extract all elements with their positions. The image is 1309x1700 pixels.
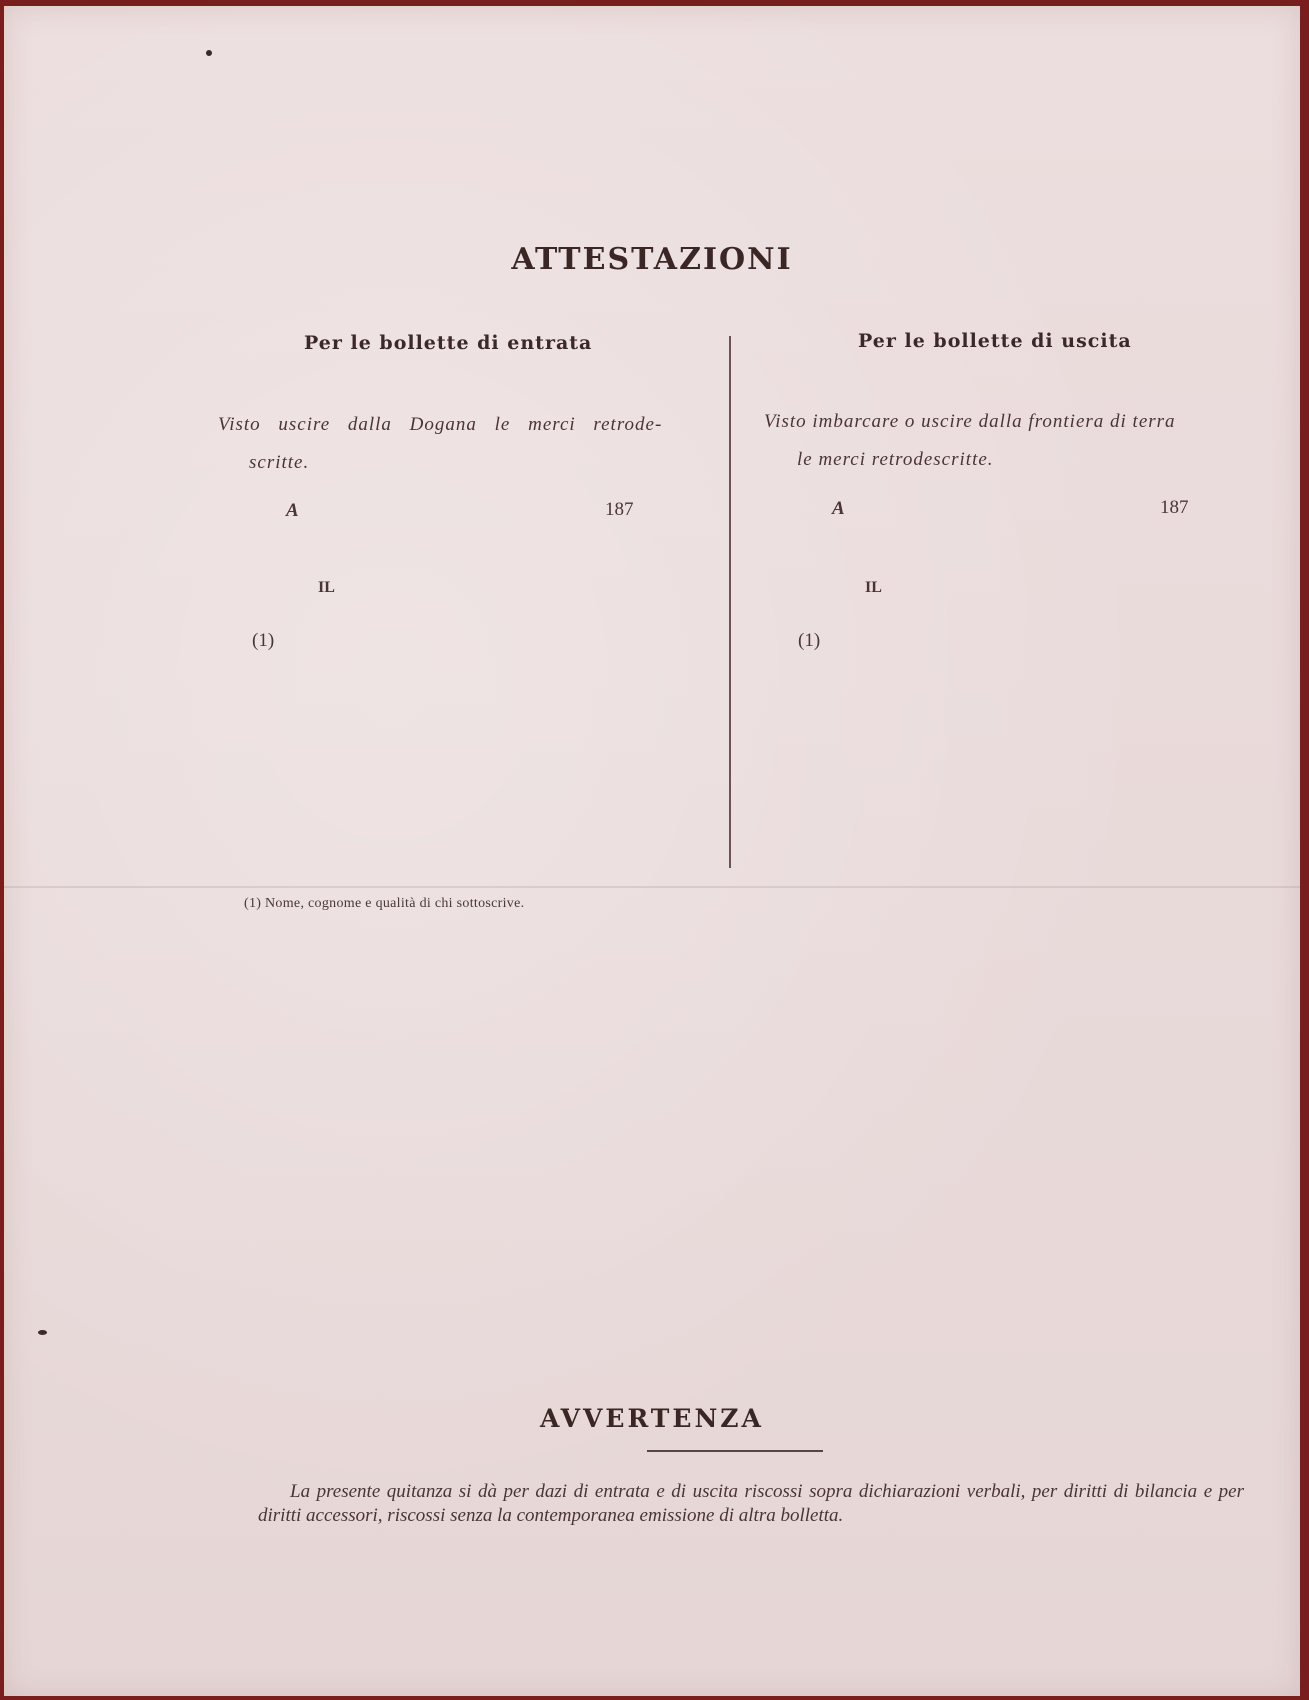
uscita-year-label: 187 — [1160, 497, 1189, 518]
uscita-statement-line2: le merci retrodescritte. — [797, 449, 994, 470]
paper-fold-line — [4, 886, 1300, 888]
entrata-statement-line1: Visto uscire dalla Dogana le merci retrode- — [218, 414, 663, 435]
signature-footnote: (1) Nome, cognome e qualità di chi sottoscrive. — [244, 896, 525, 911]
uscita-il-label: IL — [865, 579, 882, 596]
avvertenza-title-underline — [647, 1450, 823, 1452]
avvertenza-title: AVVERTENZA — [540, 1404, 764, 1433]
document-page — [4, 6, 1300, 1696]
uscita-column-heading: Per le bollette di uscita — [858, 330, 1132, 352]
entrata-signature-note-marker: (1) — [252, 630, 275, 651]
ink-speck — [38, 1330, 47, 1335]
entrata-column-heading: Per le bollette di entrata — [304, 332, 593, 354]
entrata-statement-line2: scritte. — [249, 452, 310, 473]
uscita-place-label: A — [832, 498, 845, 519]
entrata-year-label: 187 — [605, 499, 634, 520]
column-divider — [729, 336, 731, 868]
uscita-statement-line1: Visto imbarcare o uscire dalla frontiera di terra — [764, 411, 1176, 432]
uscita-signature-note-marker: (1) — [798, 630, 821, 651]
avvertenza-text: La presente quitanza si dà per dazi di entrata e di uscita riscossi sopra dichiarazioni verbali, per diritti di bilancia e per diritti accessori, riscossi senza la contemporanea emissione di altra bolletta. — [258, 1481, 1244, 1526]
attestazioni-title: ATTESTAZIONI — [511, 242, 793, 277]
entrata-il-label: IL — [318, 579, 335, 596]
entrata-place-label: A — [286, 500, 299, 521]
ink-speck — [206, 50, 212, 56]
